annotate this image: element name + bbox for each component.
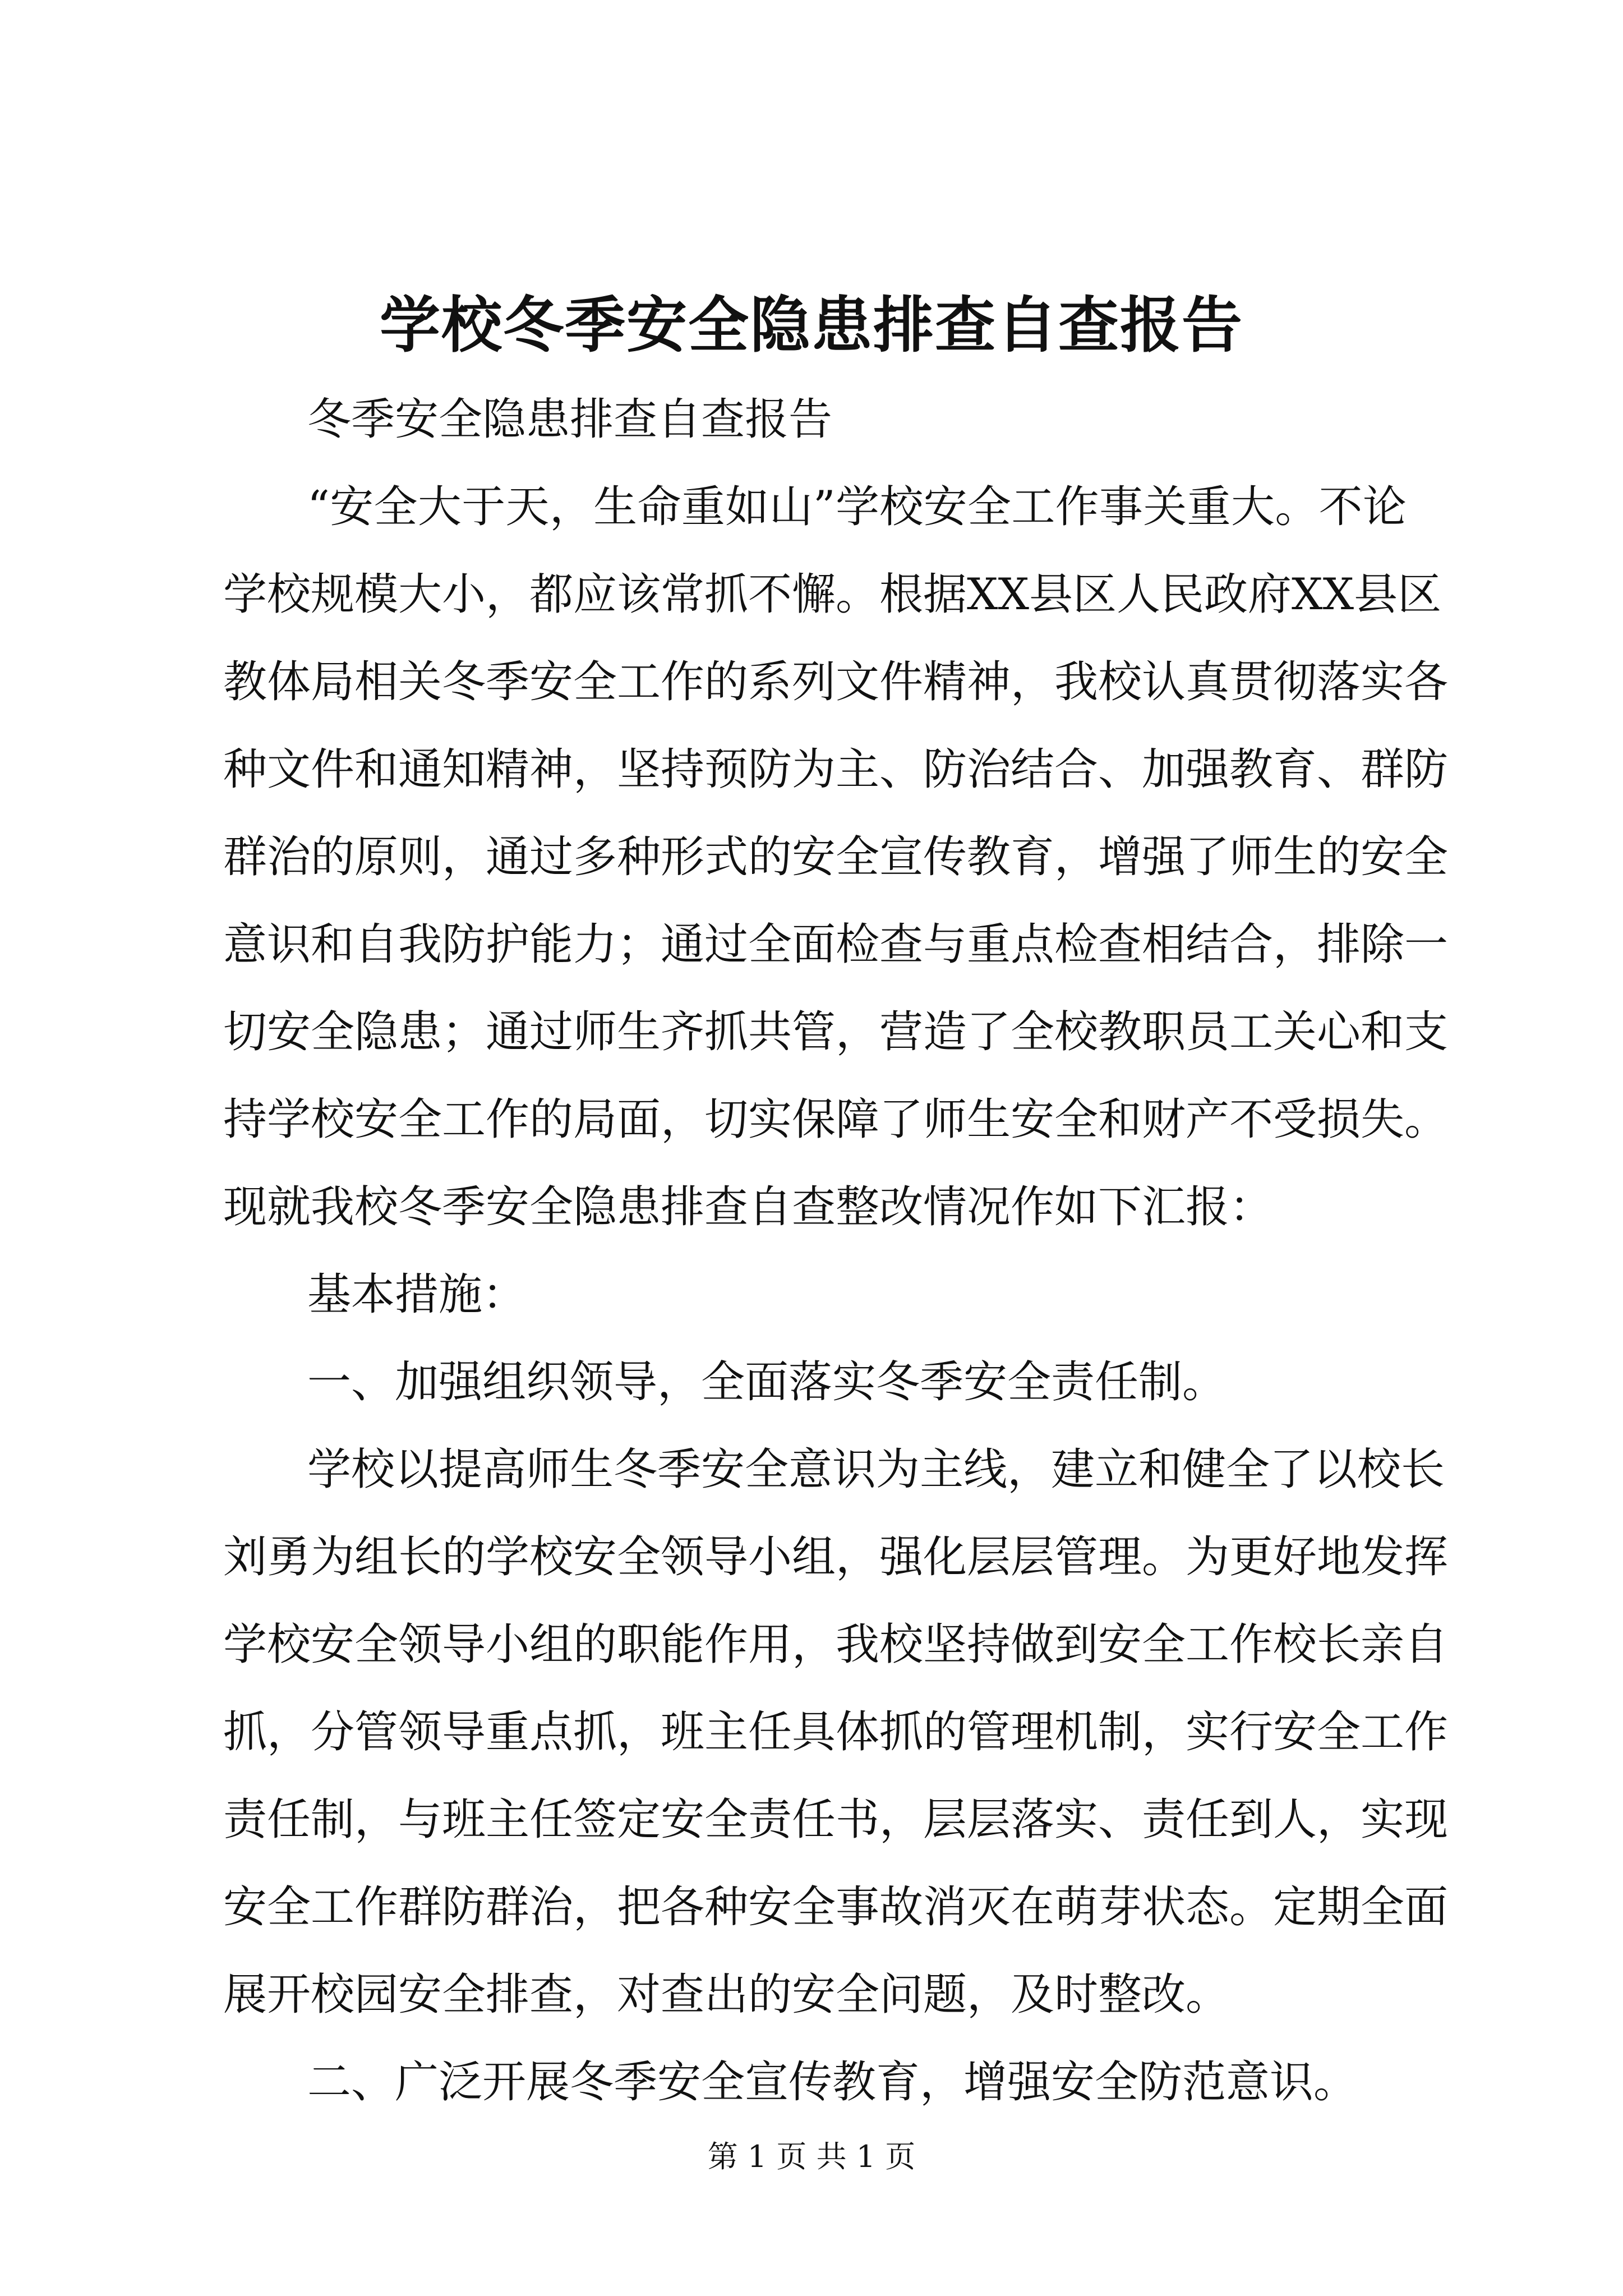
paragraph-line: “安全大于天，生命重如山”学校安全工作事关重大。不论	[307, 482, 1407, 532]
paragraph-line: 群治的原则，通过多种形式的安全宣传教育，增强了师生的安全	[223, 832, 1449, 882]
paragraph-line: 展开校园安全排查，对查出的安全问题，及时整改。	[223, 1970, 1230, 2020]
paragraph-line: 教体局相关冬季安全工作的系列文件精神，我校认真贯彻落实各	[223, 657, 1449, 707]
paragraph-line: 种文件和通知精神，坚持预防为主、防治结合、加强教育、群防	[223, 744, 1449, 795]
paragraph-line: 学校规模大小，都应该常抓不懈。根据XX县区人民政府XX县区	[223, 569, 1442, 620]
paragraph-line: 学校以提高师生冬季安全意识为主线，建立和健全了以校长	[307, 1444, 1445, 1495]
paragraph-line: 抓，分管领导重点抓，班主任具体抓的管理机制，实行安全工作	[223, 1707, 1449, 1757]
section-heading-2: 二、广泛开展冬季安全宣传教育，增强安全防范意识。	[307, 2057, 1358, 2108]
paragraph-line: 持学校安全工作的局面，切实保障了师生安全和财产不受损失。	[223, 1094, 1449, 1145]
paragraph-line: 意识和自我防护能力；通过全面检查与重点检查相结合，排除一	[223, 919, 1449, 970]
basic-measures-label: 基本措施：	[307, 1269, 527, 1320]
paragraph-line: 切安全隐患；通过师生齐抓共管，营造了全校教职员工关心和支	[223, 1007, 1449, 1057]
paragraph-line: 学校安全领导小组的职能作用，我校坚持做到安全工作校长亲自	[223, 1619, 1449, 1670]
paragraph-line: 责任制，与班主任签定安全责任书，层层落实、责任到人，实现	[223, 1795, 1449, 1845]
section-heading-1: 一、加强组织领导，全面落实冬季安全责任制。	[307, 1357, 1227, 1407]
page-footer: 第 1 页 共 1 页	[707, 2139, 916, 2174]
paragraph-line: 安全工作群防群治，把各种安全事故消灭在萌芽状态。定期全面	[223, 1882, 1449, 1932]
paragraph-line: 刘勇为组长的学校安全领导小组，强化层层管理。为更好地发挥	[223, 1532, 1449, 1582]
document-subtitle: 冬季安全隐患排查自查报告	[307, 394, 833, 445]
document-title: 学校冬季安全隐患排查自查报告	[379, 290, 1243, 361]
paragraph-line: 现就我校冬季安全隐患排查自查整改情况作如下汇报：	[223, 1182, 1274, 1232]
